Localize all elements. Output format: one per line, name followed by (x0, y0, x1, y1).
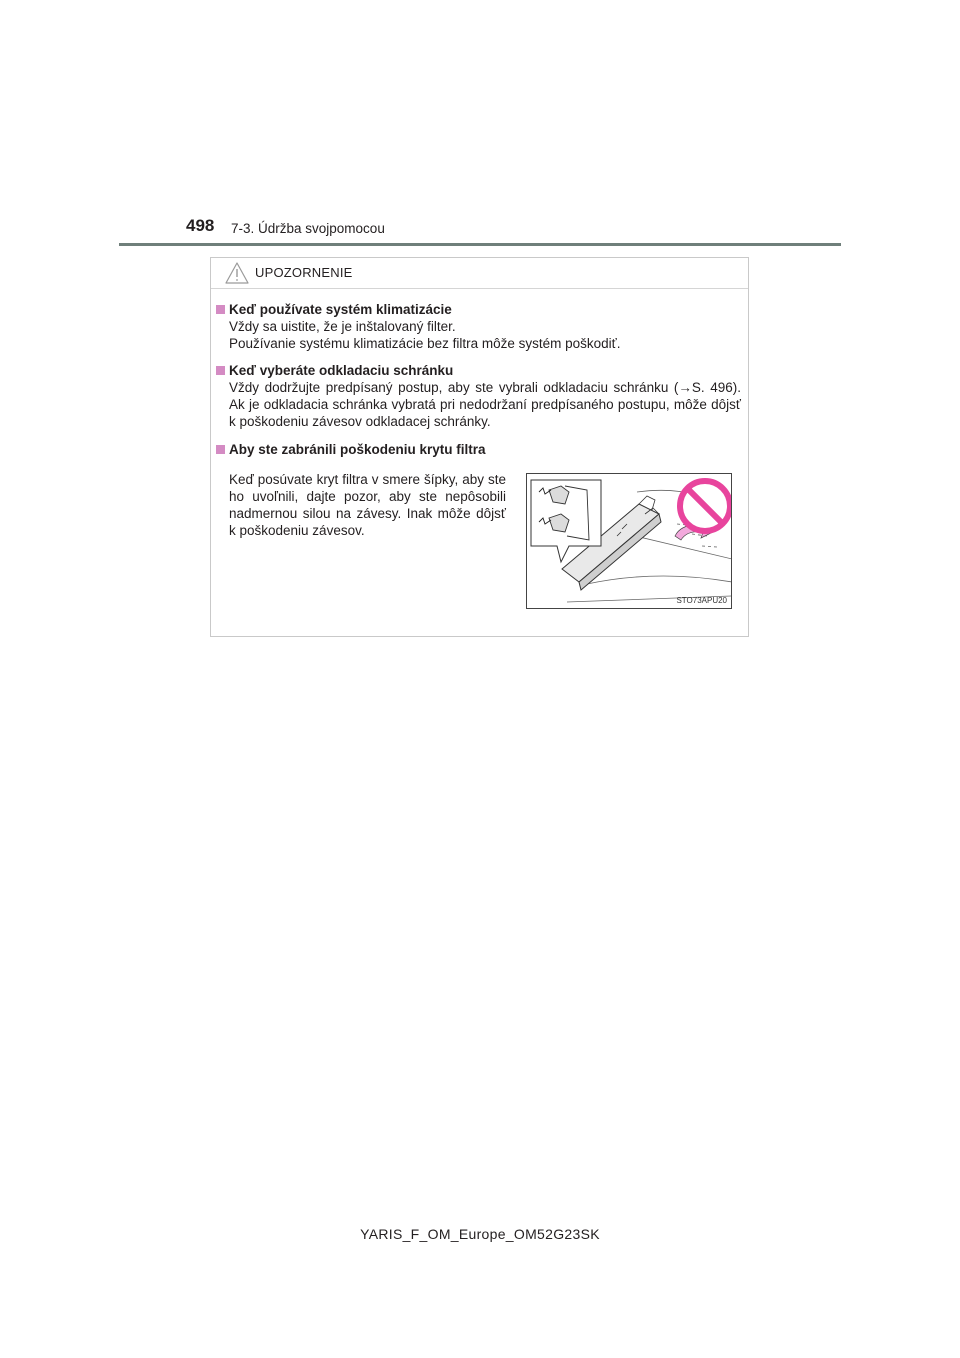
warning-item-aircon (216, 301, 741, 352)
filter-cover-illustration (526, 473, 732, 609)
bullet-square-icon (216, 305, 225, 314)
warning-box (210, 257, 749, 637)
warning-item-filter-cover (216, 441, 741, 458)
page-number: 498 (186, 216, 215, 235)
bullet-square-icon (216, 366, 225, 375)
filter-cover-drawing (527, 474, 732, 609)
item-body: Vždy dodržujte predpísaný postup, aby ste vybrali odkladaciu schránku (→S. 496). Ak je odkladacia schránka vybratá pri nedodržaní predpísaného postupu, môže dôjsť k poškodeniu závesov odkladacej schránky. (229, 380, 741, 429)
footer-doc-id: YARIS_F_OM_Europe_OM52G23SK (360, 1226, 600, 1242)
filter-cover-text: Keď posúvate kryt filtra v smere šípky, aby ste ho uvoľnili, dajte pozor, aby ste nepôsobili nadmernou silou na závesy. Inak môže dôjsť k poškodeniu závesov. (229, 472, 506, 538)
figure-code: STO73APU20 (676, 596, 727, 605)
item-title: Keď používate systém klimatizácie (216, 301, 741, 318)
warning-label: UPOZORNENIE (255, 265, 353, 280)
warning-item-glovebox (216, 362, 741, 430)
warning-triangle-icon (225, 262, 249, 284)
header-rule (119, 243, 841, 246)
item-title: Aby ste zabránili poškodeniu krytu filtra (216, 441, 741, 458)
section-title: 7-3. Údržba svojpomocou (231, 221, 385, 236)
item-body: Vždy sa uistite, že je inštalovaný filter. Používanie systému klimatizácie bez filtra môže systém poškodiť. (229, 319, 621, 351)
bullet-square-icon (216, 445, 225, 454)
item-title: Keď vyberáte odkladaciu schránku (216, 362, 741, 379)
warning-header (211, 258, 748, 289)
